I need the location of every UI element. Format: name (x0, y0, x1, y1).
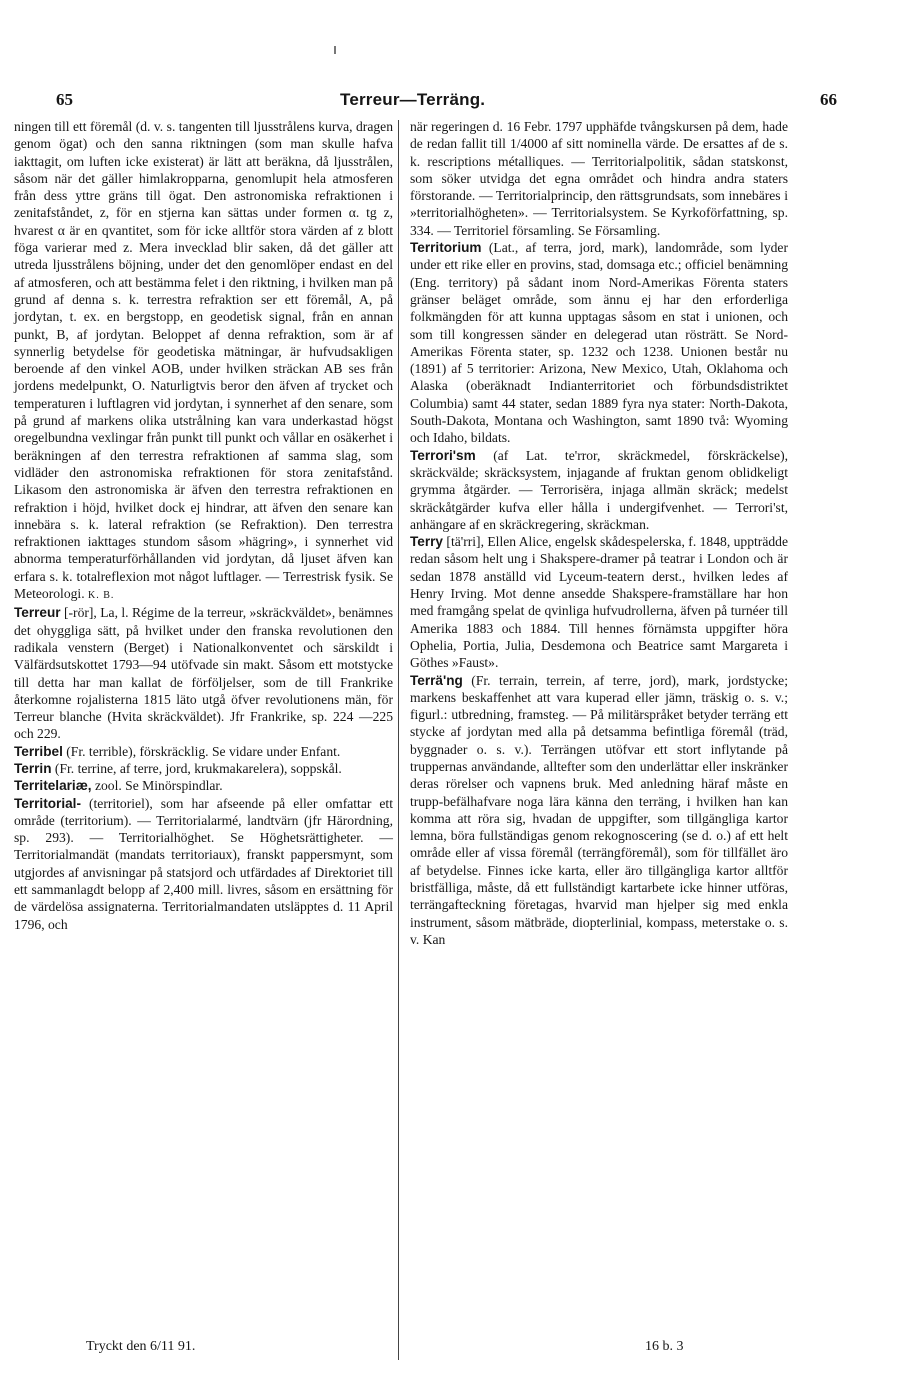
entry-territorial (14, 795, 393, 933)
signature-mark: 16 b. 3 (645, 1339, 684, 1354)
entry-text: zool. Se Minörspindlar. (91, 778, 223, 794)
headword: Territorial- (14, 795, 81, 811)
entry-text: (territoriel), som har afseende på eller omfattar ett område (territorium). — Territorialarmé, landtvärn (jfr Härordning, sp. 293). — Territorialhöghet. Se Höghetsrättigheter. — Territorialmandät (mandats territoriaux), franskt pappersmynt, som utgjordes af anvisningar på statsjord och utfärdades af Direktoriet till ett sammanlagdt belopp af 2,400 mill. livres, såsom en ersättning för de värdelösa assignaterna. Territorialmandaten utsläpptes d. 11 April 1796, och (14, 795, 393, 932)
entry-text: (Lat., af terra, jord, mark), landområde, som lyder under ett rike eller en provins, stad, domsaga etc.; officiel benämning (Eng. territory) på sådant inom Nord-Amerikas Förenta staters gränser beläget område, som ännu ej har den erforderliga folkmängden för att kunna upptagas såsom en stat i unionen, och som till kongressen sänder en delegerad utan rösträtt. Se Nord-Amerikas Förenta stater, sp. 1232 och 1238. Unionen består nu (1891) af 5 territorier: Arizona, New Mexico, Utah, Oklahoma och Alaska (oberäknadt Indianterritoriet och förbundsdistriktet Columbia) samt 44 stater, sedan 1889 fyra nya stater: North-Dakota, South-Dakota, Montana och Washington, samt 1890 två: Wyoming och Idaho, bildats. (410, 240, 788, 446)
entry-text: [tä'rri], Ellen Alice, engelsk skådespelerska, f. 1848, uppträdde redan såsom helt ung i Shakspere-dramer på teatrar i London och är sedan 1878 anställd vid Lyceum-teatern derst., hvilken ledes af Henry Irving. Mot denne ansedde Shakspere-framställare har hon med framgång spelat de qvinliga hufvudrollerna, äfven på turnéer till Amerika 1883 och 1884. Till hennes förnämsta uppgifter höra Ophelia, Portia, Julia, Desdemona och Beatrice samt Margareta i Göthes »Faust». (410, 534, 788, 671)
entry-terrin (14, 760, 393, 777)
entry-text: (Fr. terrain, terrein, af terre, jord), mark, jordstycke; markens beskaffenhet att vara kuperad eller jämn, träskig o. s. v.; figurl.: utbredning, framsteg. — På militärspråket betyder terräng ett stycke af jordytan med alla på detsamma befintliga föremål (träd, byggnader o. s. v.). Terrängen utöfvar ett stort inflytande på truppernas användande, alltefter som den underlättar eller inskränker deras rörelser och vapnens bruk. Med anledning häraf måste en trupp-befälhafvare noga lära känna den terräng, i hvilken han kan komma att röra sig, hvadan de uppgifter, som tillgängliga kartor lemna, böra fullständigas genom rekognoscering (se d. o.) af ett helt område eller af vissa föremål (terrängföremål), som för tillfället äro af betydelse. Finnes icke karta, eller äro tillgängliga kartor alltför bristfälliga, måste, då ett fullständigt kartarbete icke hinner utföras, terrängafteckning företagas, hvarvid man hjelper sig med enkla instrument, såsom mätbräde, diopterlinial, kompass, meterstake o. s. v. Kan (410, 672, 788, 947)
headword: Terrin (14, 760, 52, 776)
running-title: Terreur—Terräng. (340, 90, 486, 109)
headword: Terribel (14, 743, 63, 759)
headword: Terrä'ng (410, 672, 463, 688)
entry-terribel (14, 743, 393, 760)
column-divider (398, 120, 399, 1360)
left-column (14, 118, 393, 933)
headword: Terrori'sm (410, 447, 476, 463)
entry-text: (Fr. terrine, af terre, jord, krukmakarelera), soppskål. (51, 760, 342, 776)
scan-speck (334, 46, 336, 54)
article-text: ningen till ett föremål (d. v. s. tangenten till ljusstrålens kurva, dragen genom ögat) och den sanna riktningen (som man skulle hafva iakttagit, om luften icke existerat) är lätt att beräkna, då ljusstrålen, såsom när det gäller himlakropparna, genomlupit hela atmosferen från dess yttre gräns till ögat. Den astronomiska refraktionen i zenitafståndet, z, för en stjerna kan sättas under formen α. tg z, hvarest α är en qvantitet, som för icke alltför stora värden af z blott föga varierar med z. Mera invecklad blir saken, då det gäller att utreda ljusstrålens böjning, under det den genomlöper endast en del af atmosferen, och att bestämma felet i den riktning, i hvilken man på grund af denna s. k. terrestra refraktion ser ett föremål, A, på jordytan, t. ex. en bergstopp, en geodetisk signal, från en annan punkt, B, af jordytan. Beloppet af denna refraktion, som är af synnerlig betydelse för geodetiska mätningar, är hufvudsakligen beroende af den vinkel AOB, under hvilken sträckan AB ses från jordens medelpunkt, O. Naturligtvis beror den äfven af trycket och temperaturen i luftlagren vid jordytan, i synnerhet af den senare, som på grund af markens olika utstrålning kan vara underkastad högst oregelbundna vexlingar från punkt till punkt och vållar en osäkerhet i beräkningen af den terrestra refraktionen af samma slag, som vidläder den astronomiska refraktionen för stora zenitafstånd. Likasom den astronomiska är äfven den terrestra refraktionen en refraktion i höjd, hvilket dock ej hindrar, att äfven den senare kan innebära s. k. lateral refraktion (se Refraktion). Den terrestra refraktionen iakttages stundom såsom »hägring», i synnerhet vid abnorma temperaturförhållanden vid jordytan, då ljuset äfven kan erfara s. k. totalreflexion mot något luftlager. — Terrestrisk fysik. Se Meteorologi. (14, 119, 393, 602)
entry-text: [-rör], La, l. Régime de la terreur, »skräckväldet», benämnes det ohyggliga sätt, på hvilket under den franska revolutionen den radikala venstern (Berget) i Nationalkonventet och särskildt i Välfärdsutskottet 1793—94 utöfvade sin makt. Såsom ett motstycke till detta har man kallat de förföljelser, som de till Frankrike återkomne rojalisterna 1815 läto utgå öfver revolutionens män, för Terreur blanche (Hvita skräckväldet). Jfr Frankrike, sp. 224 —225 och 229. (14, 605, 393, 742)
entry-terrorism (410, 447, 788, 533)
entry-territelariae (14, 777, 393, 794)
print-date: Tryckt den 6/11 91. (86, 1339, 196, 1354)
author-signature: K. B. (88, 590, 115, 602)
article-continuation (410, 118, 788, 239)
entry-terrang (410, 672, 788, 949)
article-continuation (14, 118, 393, 604)
article-text: när regeringen d. 16 Febr. 1797 upphäfde tvångskursen på dem, hade de redan fallit till 1/4000 af sitt nominella värde. De ersattes af de s. k. rescriptions métalliques. — Territorialpolitik, sådan statskonst, som söker utvidga det egna området och hindra andra staters förstorande. — Territorialprincip, den rättsgrundsats, som innebäres i »territorialhögheten». — Territorialsystem. Se Kyrkoförfattning, sp. 334. — Territoriel församling. Se Församling. (410, 119, 788, 238)
headword: Territelariæ, (14, 778, 92, 794)
headword: Terry (410, 534, 443, 550)
entry-terreur (14, 604, 393, 742)
entry-territorium (410, 239, 788, 447)
entry-text: (Fr. terrible), förskräcklig. Se vidare under Enfant. (62, 743, 341, 759)
left-page-number: 65 (56, 90, 73, 109)
headword: Terreur (14, 605, 61, 621)
right-column (410, 118, 788, 948)
headword: Territorium (410, 240, 482, 256)
right-page-number: 66 (820, 90, 837, 109)
entry-terry (410, 533, 788, 671)
entry-text: (af Lat. te'rror, skräckmedel, förskräckelse), skräckvälde; skräcksystem, injagande af fruktan genom oblidkeligt grymma åtgärder. — Terrorisëra, injaga allmän skräck; medelst skräckåtgärder kufva eller hålla i undergifvenhet. — Terrori'st, anhängare af en skräckregering, skräckman. (410, 447, 788, 532)
